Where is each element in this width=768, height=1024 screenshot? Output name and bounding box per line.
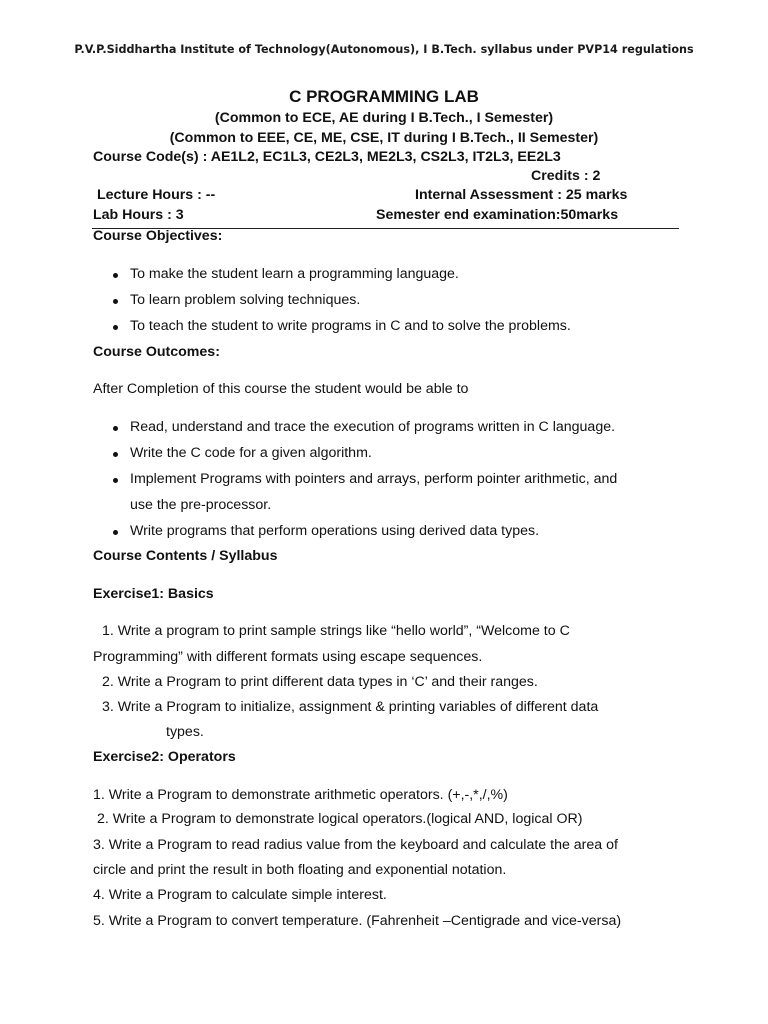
bullet-icon [113, 478, 118, 483]
lecture-hours: Lecture Hours : -- [97, 187, 216, 203]
exercise1-line: 1. Write a program to print sample strings like “hello world”, “Welcome to C [102, 623, 570, 639]
common-note-2: (Common to EEE, CE, ME, CSE, IT during I B.Tech., II Semester) [169, 130, 599, 146]
bullet-icon [113, 530, 118, 535]
contents-heading: Course Contents / Syllabus [93, 548, 278, 564]
internal-assessment: Internal Assessment : 25 marks [415, 187, 628, 203]
exercise2-line: 2. Write a Program to demonstrate logical operators.(logical AND, logical OR) [97, 811, 583, 827]
lab-hours: Lab Hours : 3 [93, 207, 184, 223]
exercise2-line: 1. Write a Program to demonstrate arithmetic operators. (+,-,*,/,%) [93, 787, 508, 803]
course-codes: Course Code(s) : AE1L2, EC1L3, CE2L3, ME2L3, CS2L3, IT2L3, EE2L3 [93, 149, 561, 165]
objectives-heading: Course Objectives: [93, 228, 223, 244]
bullet-icon [113, 299, 118, 304]
exercise1-line: types. [166, 724, 204, 740]
bullet-icon [113, 426, 118, 431]
exercise1-line: Programming” with different formats using escape sequences. [93, 649, 483, 665]
bullet-icon [113, 452, 118, 457]
common-note-1: (Common to ECE, AE during I B.Tech., I Semester) [214, 110, 554, 126]
semester-exam: Semester end examination:50marks [376, 207, 619, 223]
exercise2-line: circle and print the result in both floating and exponential notation. [93, 862, 507, 878]
exercise1-line: 2. Write a Program to print different data types in ‘C’ and their ranges. [102, 674, 538, 690]
exercise2-line: 3. Write a Program to read radius value from the keyboard and calculate the area of [93, 837, 618, 853]
credits: Credits : 2 [531, 168, 601, 184]
exercise2-heading: Exercise2: Operators [93, 749, 236, 765]
document-page: P.V.P.Siddhartha Institute of Technology(Autonomous), I B.Tech. syllabus under PVP14 regulations C PROGRAMMING LAB (Common to ECE, AE during I B.Tech., I Semester) (Common to EEE, CE, ME, CSE, IT during I B.Tech., II Semester) Course Code(s) : AE1L2, EC1L3, CE2L3, ME2L3, CS2L3, IT2L3, EE2L3 Credits : 2 Lecture Hours : -- Internal Assessment : 25 marks Lab Hours : 3 Semester end examination:50marks Course Objectives: To make the student learn a programming language. To learn problem solving techniques. To teach the student to write programs in C and to solve the problems. Course Outcomes: After Completion of this course the student would be able to Read, understand and trace the execution of programs written in C language. Write the C code for a given algorithm. Implement Programs with pointers and arrays, perform pointer arithmetic, and use the pre-processor. Write programs that perform operations using derived data types. Course Contents / Syllabus Exercise1: Basics 1. Write a program to print sample strings like “hello world”, “Welcome to C Programming” with different formats using escape sequences. 2. Write a Program to print different data types in ‘C’ and their ranges. 3. Write a Program to initialize, assignment & printing variables of different data types. Exercise2: Operators 1. Write a Program to demonstrate arithmetic operators. (+,-,*,/,%) 2. Write a Program to demonstrate logical operators.(logical AND, logical OR) 3. Write a Program to read radius value from the keyboard and calculate the area of circle and print the result in both floating and exponential notation. 4. Write a Program to calculate simple interest. 5. Write a Program to convert temperature. (Fahrenheit –Centigrade and vice-versa) [0, 0, 768, 1024]
exercise1-heading: Exercise1: Basics [93, 586, 214, 602]
bullet-icon [113, 273, 118, 278]
outcomes-intro: After Completion of this course the student would be able to [93, 381, 469, 397]
page-header: P.V.P.Siddhartha Institute of Technology(Autonomous), I B.Tech. syllabus under PVP14 regulations [74, 43, 694, 56]
exercise1-line: 3. Write a Program to initialize, assignment & printing variables of different data [102, 699, 599, 715]
document-title: C PROGRAMMING LAB [289, 87, 479, 106]
exercise2-line: 5. Write a Program to convert temperature. (Fahrenheit –Centigrade and vice-versa) [93, 913, 622, 929]
exercise2-line: 4. Write a Program to calculate simple interest. [93, 887, 387, 903]
outcomes-heading: Course Outcomes: [93, 344, 220, 360]
bullet-icon [113, 325, 118, 330]
